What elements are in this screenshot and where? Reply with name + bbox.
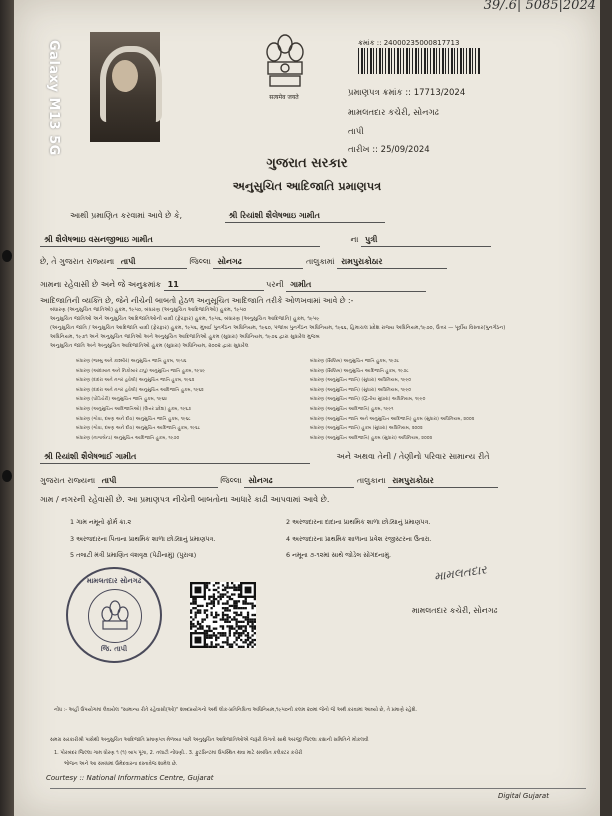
recognised-text: આદિજાતિની વ્યક્તિ છે, જેને નીચેની બાબતો હેઠળ અનુસૂચિત આદિજાતિ તરીકે ઓળખવામાં આવે છે :- xyxy=(40,296,354,305)
order-item: બંધારણ (દાદરા અને નગર હવેલી) અનુસુચિત આદિજાતિ હુકમ, ૧૯૬૨ xyxy=(76,387,204,393)
note-2: સમગ્ર સરકારીશ્રી પાસેથી અનુસુચિત આદિજાતિ પ્રમાણપત્ર મેળવ્યા પછી અનુસુચિત આદિજાતિઓએ જરૂરી વિગતો સાથે અરજી જિલ્લા કક્ષાની સમિતિને મોકલવી xyxy=(50,737,369,743)
punch-hole xyxy=(2,470,12,482)
order-item: બંધારણ (સિક્કિમ) અનુસુચિત જાતિ હુકમ, ૧૯૭૮ xyxy=(310,359,400,364)
handwritten-reference: 39/.6| 5085|2024 xyxy=(483,0,596,13)
district: તાપી xyxy=(348,127,364,137)
caste: ગામીત xyxy=(286,280,426,292)
order-item: બંધારણ (અનુસુચિત આદિજાતિ) હુકમ, ૧૯૯૧ xyxy=(310,407,394,412)
enclosure-item: 5 તલાટી મંત્રી પ્રમાણિત વંશવૃક્ષ (પેઢીનામું) (પુરાવા) xyxy=(70,551,197,559)
order-item: બંધારણ (અનુસુચિત જાતિ) (સુધારા) અધિનિયમ, ૧૯૯૦ xyxy=(310,378,412,384)
order-item: બંધારણ (અનુસુચિત આદિજાતિ) હુકમ (સુધારા) અધિનિયમ, ૨૦૦૨ xyxy=(310,435,433,441)
order-item: બંધારણ (અનુસુચિત જાતિ અને અનુસુચિત આદિજાતિ) હુકમ (સુધારા) અધિનિયમ, ૨૦૦૨ xyxy=(310,416,475,422)
official-seal: મામલતદાર સોનગઢ જિ. તાપી xyxy=(66,567,162,663)
note-4: ભોજન અને આ સંબંધમાં ઉમેદવારના દસ્તાવેજ શામેલ છે. xyxy=(64,761,178,767)
residence-line-2: ગુજરાત રાજ્યના તાપી જિલ્લા સોનગઢ તાલુકાના રામપુરાકોઠાર xyxy=(40,476,498,488)
order-item: બંધારણ (દાદરા અને નગર હવેલી) અનુસુચિત જાતિ હુકમ, ૧૯૬૨ xyxy=(76,378,195,384)
order-item: બંધારણ (પોંડિચેરી) અનુસુચિત જાતિ હુકમ, ૧૯૬૪ xyxy=(76,397,168,403)
father-line: શ્રી શૈલેષભાઇ વસનજીભાઇ ગામીત ના પુત્રી xyxy=(40,235,491,247)
order-item: બંધારણ (અનુસુચિત આદિજાતિઓ) (ઉત્તર પ્રદેશ) હુકમ, ૧૯૬૭ xyxy=(76,407,192,412)
applicant-name: શ્રી રિયાંશી શૈલેષભાઇ ગામીત xyxy=(225,211,385,223)
residence-line: છે, તે ગુજરાત રાજ્યના તાપી જિલ્લા સોનગઢ તાલુકામાં રામપુરાકોઠાર xyxy=(40,257,447,269)
footer-divider xyxy=(50,788,586,789)
barcode xyxy=(358,48,480,74)
issue-date: તારીખ :: 25/09/2024 xyxy=(348,145,430,155)
certificate-number: પ્રમાણપત્ર ક્રમાંક :: 17713/2024 xyxy=(348,88,466,98)
issued-basis-text: ગામ / નગરની રહેવાસી છે. આ પ્રમાણપત્ર નીચેની બાબતોના આધારે કાઢી આપવામાં આવે છે. xyxy=(40,495,330,504)
government-title: ગુજરાત સરકાર xyxy=(266,156,348,171)
emblem-caption: सत्यमेव जयते xyxy=(269,94,299,101)
order-item: બંધારણ (અનુસુચિત જાતિ) હુકમ (સુધારા) અધિનિયમ, ૨૦૦૨ xyxy=(310,426,423,432)
camera-watermark: Galaxy M13 5G xyxy=(46,40,61,156)
enclosure-item: 6 નમૂના ૭-૧૨માં સાથે જોડેલ સોગંદનામું. xyxy=(286,551,392,559)
binder-strip xyxy=(0,0,14,816)
order-item: બંધારણ (અનુસુચિત જાતિ) (સુધારા) અધિનિયમ, ૧૯૯૦ xyxy=(310,387,412,393)
issuing-office: મામલતદાર કચેરી, સોનગઢ xyxy=(348,108,439,118)
enclosure-item: 4 અરજદારના પ્રાથમિક શાળાના પ્રવેશ રજીસ્ટરના ઉતારા. xyxy=(286,535,432,543)
punch-hole xyxy=(2,250,12,262)
barcode-number: ક્રમાંક :: 24000235000817713 xyxy=(358,39,460,47)
enclosure-item: 3 અરજદારના પિતાના પ્રાથમિક શાળા છોડ્યાનું પ્રમાણપત્ર. xyxy=(70,535,216,543)
qr-code xyxy=(190,582,256,648)
serial-line: ગામના રહેવાસી છે અને જે અનુક્રમાંક 11 પરની ગામીત xyxy=(40,280,426,292)
footer-brand: Digital Gujarat xyxy=(498,792,549,800)
signatory: મામલતદાર કચેરી, સોનગઢ xyxy=(412,606,498,615)
serial-number: 11 xyxy=(164,280,264,291)
order-item: બંધારણ (સિક્કિમ) અનુસુચિત આદિજાતિ હુકમ, ૧૯૭૮ xyxy=(310,368,409,374)
note-3: 1. પોરબંદર જિલ્લા ગામ ધોરણ ૧ (૧) બાપ પૂંગા, 2. તલાટી નોંધણી.. 3. ફુટપ્રિન્ટમાં ઉપસ્થિત થવા માટે સંબંધિત કલેક્ટર કચેરી xyxy=(54,750,303,756)
order-item: બંધારણ (ગોવા, દમણ અને દીવ) અનુસુચિત આદિજાતિ હુકમ, ૧૯૬૮ xyxy=(76,426,201,432)
enclosure-item: 1 ગામ નમૂનો ફોર્મ ક્રા.૨ xyxy=(70,518,132,526)
order-item: બંધારણ (ગોવા, દમણ અને દીવ) અનુસુચિત જાતિ હુકમ, ૧૯૬૮ xyxy=(76,416,191,422)
certify-line: આથી પ્રમાણિત કરવામાં આવે છે કે, શ્રી રિયાંશી શૈલેષભાઇ ગામીત xyxy=(70,211,385,223)
certificate-page xyxy=(14,0,600,816)
note-1: નોંધ :- અહીં ઉપયોગમાં લેવાયેલ "સામાન્ય રીતે રહેવાસી(ઓ)" શબ્દપ્રયોગનો અર્થ લોક-પ્રતિનિધિત્વ અધિનિયમ,૧૯૫૦ની કલમ ૨૦માં જેનો જે અર્થ કરવામાં આવ્યો છે, તે પ્રમાણે રહેશે. xyxy=(54,707,418,713)
signature: મામલતદાર xyxy=(433,562,488,584)
seal-emblem-icon xyxy=(89,590,141,642)
orders-paragraph: બંધારણ (અનુસુચિત જાતિઓ) હુકમ, ૧૯૫૦, બંધારણ (અનુસુચિત આદિજાતિઓ) હુકમ, ૧૯૫૦ અનુસુચિત જાતિઓ અને અનુસુચિત આદિજાતિઓની યાદી (ફેરફાર) હુકમ, ૧૯૫૬, બંધારણ (અનુસુચિત આદિજાતિ) હુકમ, ૧૯૫૯ (અનુસુચિત જાતિ / અનુસુચિત આદિજાતિ યાદી (ફેરફાર) હુકમ, ૧૯૫૬, મુંબઈ પુનર્ગઠન અધિનિયમ, ૧૯૬૦, પંજાબ પુનર્ગઠન અધિનિયમ, ૧૯૬૬, હિમાચલ પ્રદેશ રાજ્ય અધિનિયમ,૧૯૭૦, ઉત્તર — પૂર્વીય વિસ્તાર(પુનર્ગઠન) અધિનિયમ, ૧૯૭૧ અને અનુસુચિત જાતિઓ અને અનુસુચિત આદિજાતિઓ હુકમ (સુધારા) અધિનિયમ, ૧૯૭૬ દ્વારા સુધારેલ મુજબ અનુસુચિત જાતિ અને અનુસુચિત આદિજાતિઓ હુકમ (સુધારા) અધિનિયમ, ૨૦૦૨ દ્વારા સુધારેલ xyxy=(50,307,506,349)
certificate-title: અનુસુચિત આદિજાતિ પ્રમાણપત્ર xyxy=(232,179,382,193)
order-item: બંધારણ (આંદામાન અને નિકોબાર ટાપુ) અનુસુચિત જાતિ હુકમ, ૧૯૫૯ xyxy=(76,368,206,374)
applicant-line: શ્રી રિયાંશી શૈલેષભાઈ ગામીત અને અથવા તેની / તેણીનો પરિવાર સામાન્ય રીતે xyxy=(40,452,490,464)
relation: પુત્રી xyxy=(361,235,491,247)
order-item: બંધારણ (જમ્મુ અને કાશ્મીર) અનુસુચિત જાતિ હુકમ, ૧૯૫૬ xyxy=(76,359,187,364)
father-name: શ્રી શૈલેષભાઇ વસનજીભાઇ ગામીત xyxy=(40,235,320,247)
footer-courtesy: Courtesy :: National Informatics Centre, Gujarat xyxy=(46,774,214,782)
enclosure-item: 2 અરજદારના દાદાના પ્રાથમિક શાળા છોડ્યાનું પ્રમાણપત્ર. xyxy=(286,518,431,526)
order-item: બંધારણ (અનુસુચિત જાતિ) (દ્વિતીય સુધારા) અધિનિયમ, ૧૯૯૦ xyxy=(310,397,426,403)
applicant-photo xyxy=(90,32,160,142)
order-item: બંધારણ (નાગાલેન્ડ) અનુસુચિત આદિજાતિ હુકમ, ૧૯૭૦ xyxy=(76,435,180,441)
